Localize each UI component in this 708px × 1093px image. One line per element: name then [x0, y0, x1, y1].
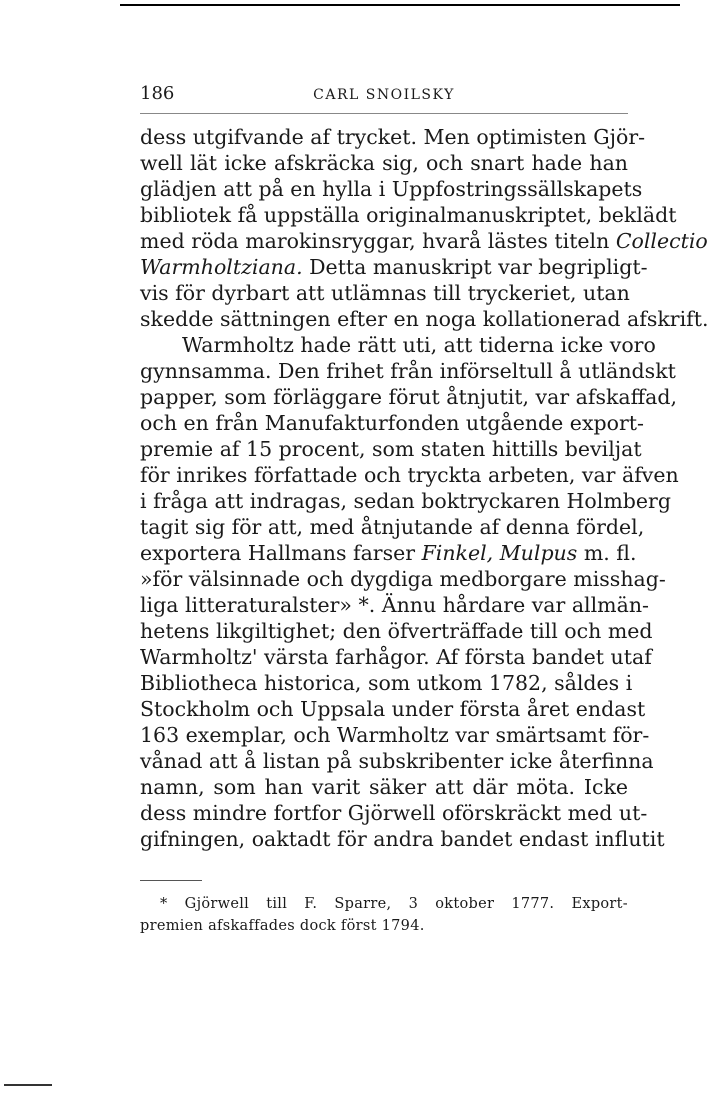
text-line: gynnsamma. Den frihet från införseltull å utländskt [140, 359, 676, 383]
text-line: skedde sättningen efter en noga kollationerad afskrift. [140, 307, 708, 331]
text-line: »för välsinnade och dygdiga medborgare misshag- [140, 567, 666, 591]
text-line: och en från Manufakturfonden utgående export- [140, 411, 644, 435]
text-line: Warmholtz hade rätt uti, att tiderna icke voro [182, 333, 656, 357]
text-line: med röda marokinsryggar, hvarå lästes titeln Collectio [140, 229, 708, 253]
text-line: dess mindre fortfor Gjörwell oförskräckt med ut- [140, 801, 648, 825]
text-line: 163 exemplar, och Warmholtz var smärtsamt för- [140, 723, 650, 747]
page-top-edge-rule [120, 4, 680, 6]
italic-phrase: Collectio [615, 229, 708, 253]
text-line: Warmholtziana. Detta manuskript var begripligt- [140, 255, 648, 279]
page-number: 186 [140, 83, 175, 104]
text-line: dess utgifvande af trycket. Men optimisten Gjör- [140, 125, 646, 149]
text-line: Bibliotheca historica, som utkom 1782, såldes i [140, 671, 633, 695]
page-edge-mark [4, 1084, 52, 1086]
italic-phrase: Warmholtziana. [140, 255, 303, 279]
footnote-line: * Gjörwell till F. Sparre, 3 oktober 1777. Export- [160, 896, 628, 912]
text-line: gifningen, oaktadt för andra bandet endast influtit [140, 827, 665, 851]
footnote-rule [140, 880, 202, 881]
body-text [140, 124, 708, 852]
text-line: för inrikes författade och tryckta arbeten, var äfven [140, 463, 679, 487]
text-line: bibliotek få uppställa originalmanuskriptet, beklädt [140, 203, 677, 227]
footnote-line: premien afskaffades dock först 1794. [140, 918, 425, 934]
text-line: premie af 15 procent, som staten hittills beviljat [140, 437, 642, 461]
text-line: vis för dyrbart att utlämnas till tryckeriet, utan [140, 281, 630, 305]
text-line: glädjen att på en hylla i Uppfostringssällskapets [140, 177, 643, 201]
text-line: namn, som han varit säker att där möta. Icke [140, 775, 628, 799]
page-header [140, 83, 628, 109]
text-line: hetens likgiltighet; den öfverträffade till och med [140, 619, 653, 643]
text-line: Warmholtz' värsta farhågor. Af första bandet utaf [140, 645, 652, 669]
header-rule [140, 113, 628, 114]
footnotes [140, 893, 628, 937]
text-line: exportera Hallmans farser Finkel, Mulpus m. fl. [140, 541, 637, 565]
text-line: vånad att å listan på subskribenter icke återfinna [140, 749, 654, 773]
italic-phrase: Finkel, Mulpus [421, 541, 578, 565]
running-head: CARL SNOILSKY [313, 87, 455, 103]
text-line: liga litteraturalster» *. Ännu hårdare var allmän- [140, 593, 649, 617]
text-line: papper, som förläggare förut åtnjutit, var afskaffad, [140, 385, 678, 409]
text-line: Stockholm och Uppsala under första året endast [140, 697, 646, 721]
text-line: tagit sig för att, med åtnjutande af denna fördel, [140, 515, 645, 539]
text-line: i fråga att indragas, sedan boktryckaren Holmberg [140, 489, 671, 513]
text-line: well lät icke afskräcka sig, och snart hade han [140, 151, 628, 175]
